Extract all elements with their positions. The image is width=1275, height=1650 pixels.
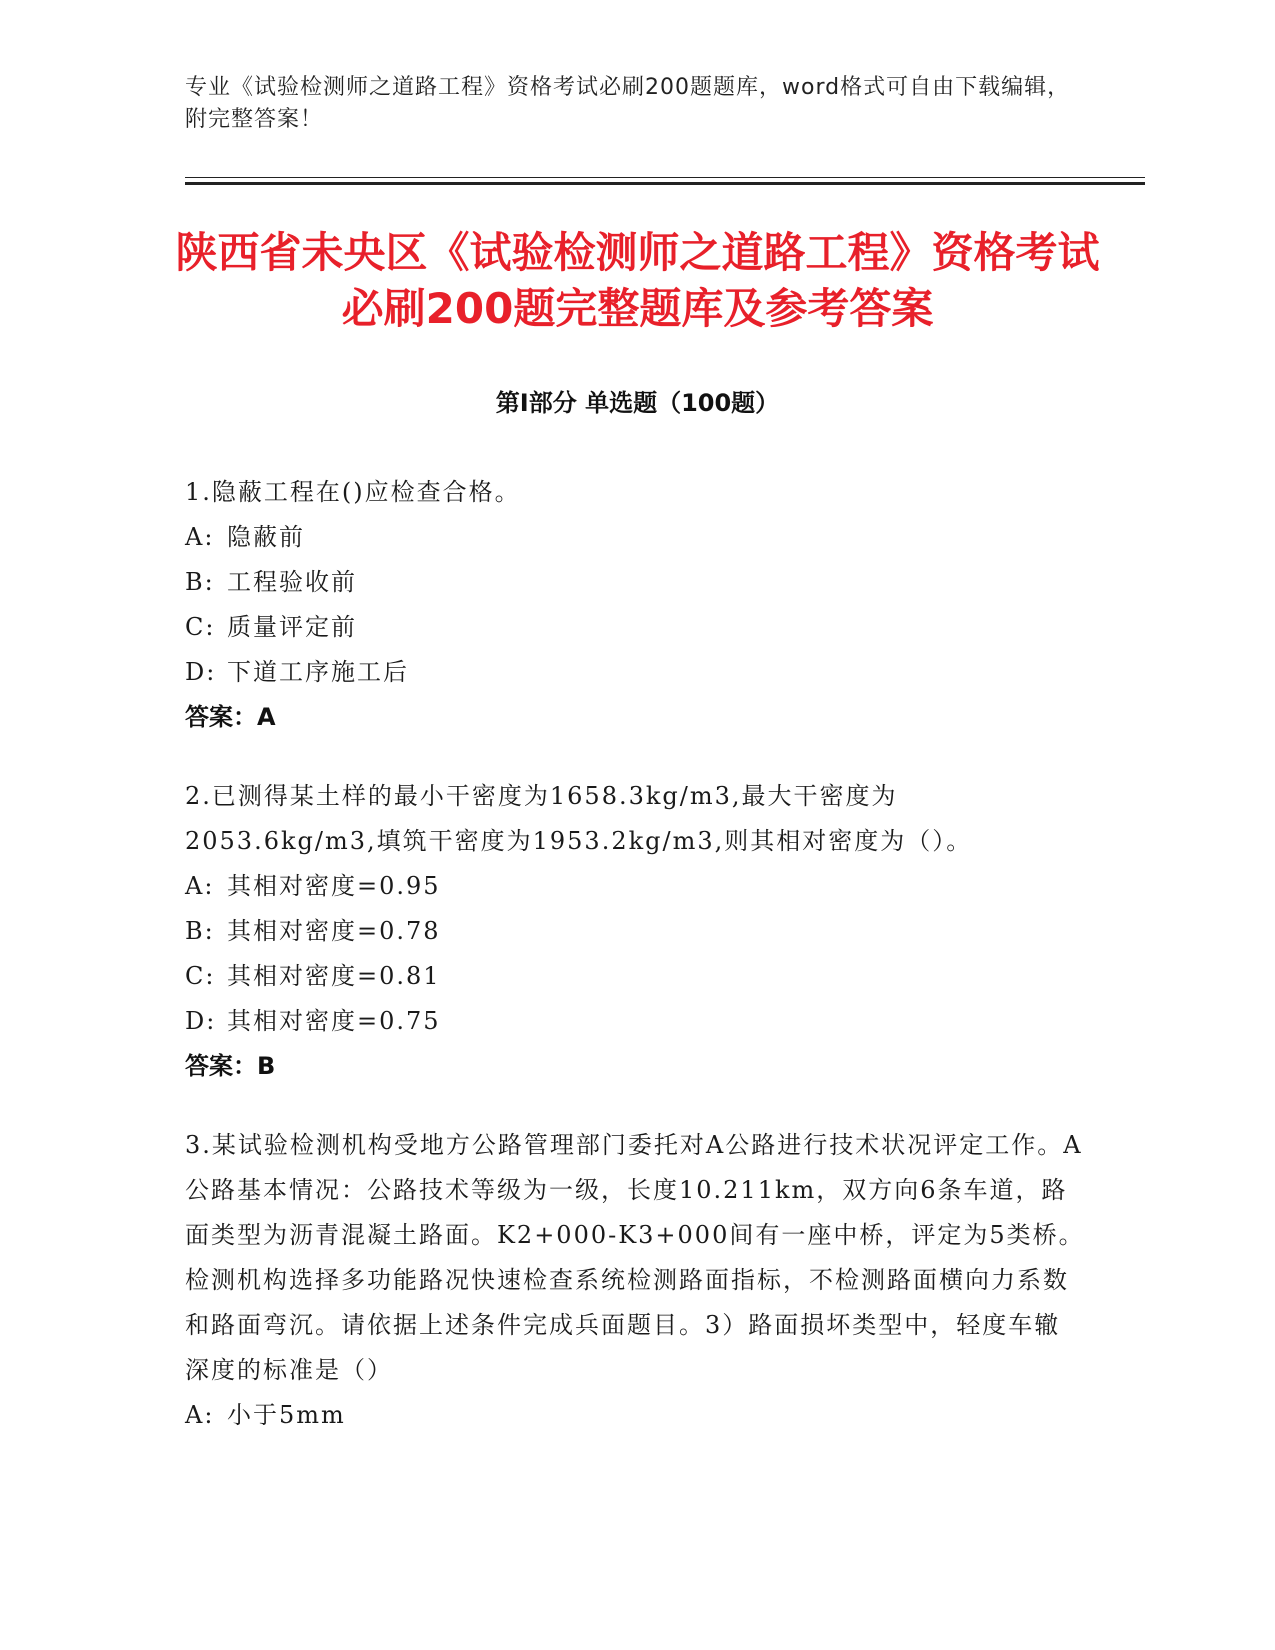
option-text: 其相对密度=0.95	[227, 872, 441, 900]
option-text: 工程验收前	[227, 568, 357, 596]
question-2	[185, 774, 1085, 1089]
question-list	[185, 470, 1085, 1472]
option-d	[185, 650, 1085, 695]
question-3	[185, 1123, 1085, 1438]
option-letter: C:	[185, 962, 216, 990]
option-letter: D:	[185, 1007, 217, 1035]
option-letter: B:	[185, 917, 215, 945]
option-letter: A:	[185, 872, 215, 900]
option-letter: B:	[185, 568, 215, 596]
answer: 答案：A	[185, 703, 276, 731]
option-b	[185, 909, 1085, 954]
question-stem: 1.隐蔽工程在()应检查合格。	[185, 478, 521, 506]
page-title: 陕西省未央区《试验检测师之道路工程》资格考试必刷200题完整题库及参考答案	[175, 228, 1100, 333]
header-rule-thick	[185, 182, 1145, 185]
option-text: 小于5mm	[227, 1401, 346, 1429]
section-title: 第Ⅰ部分 单选题（100题）	[495, 389, 780, 417]
question-stem: 3.某试验检测机构受地方公路管理部门委托对A公路进行技术状况评定工作。A公路基本情况：公路技术等级为一级，长度10.211km，双方向6条车道，路面类型为沥青混凝土路面。K2+000-K3+000间有一座中桥，评定为5类桥。检测机构选择多功能路况快速检查系统检测路面指标，不检测路面横向力系数和路面弯沉。请依据上述条件完成兵面题目。3）路面损坏类型中，轻度车辙深度的标准是（）	[185, 1131, 1085, 1384]
header-rule-thin	[185, 177, 1145, 178]
question-1	[185, 470, 1085, 740]
option-letter: A:	[185, 1401, 215, 1429]
option-text: 隐蔽前	[227, 523, 305, 551]
option-a	[185, 515, 1085, 560]
option-a	[185, 1393, 1085, 1438]
option-letter: D:	[185, 658, 217, 686]
question-stem: 2.已测得某土样的最小干密度为1658.3kg/m3,最大干密度为2053.6kg/m3,填筑干密度为1953.2kg/m3,则其相对密度为（）。	[185, 782, 973, 855]
option-c	[185, 605, 1085, 650]
option-c	[185, 954, 1085, 999]
option-text: 其相对密度=0.78	[227, 917, 441, 945]
option-letter: A:	[185, 523, 215, 551]
option-d	[185, 999, 1085, 1044]
option-text: 其相对密度=0.75	[227, 1007, 441, 1035]
option-text: 下道工序施工后	[227, 658, 409, 686]
option-text: 其相对密度=0.81	[227, 962, 441, 990]
header-note: 专业《试验检测师之道路工程》资格考试必刷200题题库，word格式可自由下载编辑，附完整答案！	[185, 75, 1071, 132]
option-a	[185, 864, 1085, 909]
option-text: 质量评定前	[227, 613, 357, 641]
option-letter: C:	[185, 613, 216, 641]
answer: 答案：B	[185, 1052, 276, 1080]
option-b	[185, 560, 1085, 605]
